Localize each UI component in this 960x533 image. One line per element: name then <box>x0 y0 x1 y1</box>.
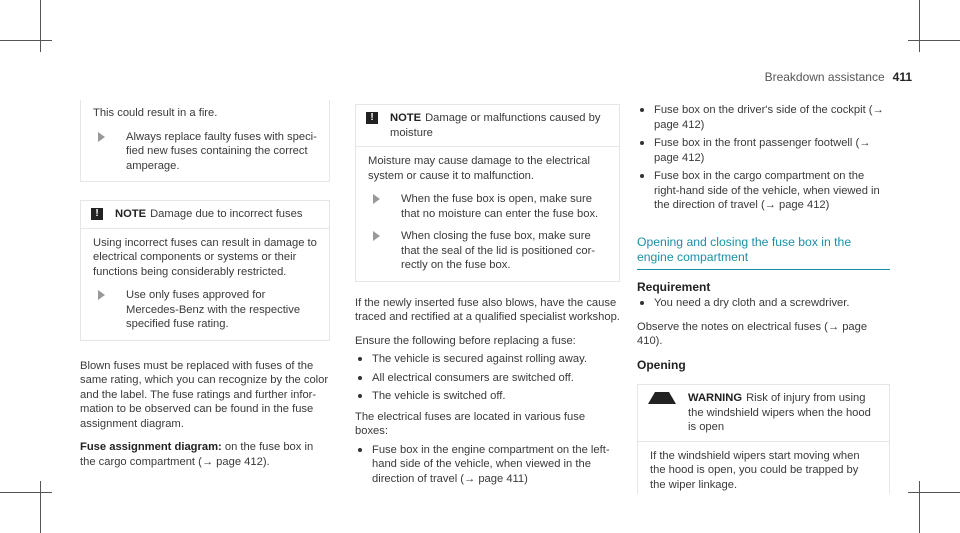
note-body: Moisture may cause damage to the electrical system or cause it to malfunction. <box>368 155 590 182</box>
instruction-step <box>368 229 607 273</box>
bullet-icon <box>358 376 362 380</box>
note-title: Damage or malfunctions caused by moisture <box>390 112 601 139</box>
step-arrow-icon <box>373 231 387 241</box>
step-arrow-icon <box>98 290 112 300</box>
page-header <box>765 70 912 84</box>
list-item-text: Fuse box on the driver's side of the cockpit (→ page 412) <box>654 104 884 131</box>
bullet-icon <box>640 108 644 112</box>
note-keyword: NOTE <box>390 112 422 124</box>
crop-mark <box>919 0 920 52</box>
warning-title: Risk of injury from using the windshield wipers when the hood is open <box>688 392 871 433</box>
requirement-heading: Requirement <box>637 279 711 294</box>
paragraph: If the newly inserted fuse also blows, have the cause traced and rectified at a qualified specialist workshop. <box>355 296 620 323</box>
crop-mark <box>919 481 920 533</box>
list-item-text: The vehicle is switched off. <box>372 390 506 402</box>
step-text: Always replace faulty fuses with speci- fied new fuses containing the correct amperage. <box>126 130 317 172</box>
note-box <box>80 200 330 341</box>
note-body: Using incorrect fuses can result in damage to electrical components or systems or their functions being considerably restricted. <box>93 236 317 278</box>
crop-mark <box>908 40 960 41</box>
bullet-icon <box>640 301 644 305</box>
crop-mark <box>40 481 41 533</box>
warning-body: If the windshield wipers start moving when the hood is open, you could be trapped by the wiper linkage. <box>650 449 860 491</box>
step-arrow-icon <box>373 194 387 204</box>
list-item <box>637 136 890 165</box>
list-item-text: The vehicle is secured against rolling away. <box>372 353 587 365</box>
section-name: Breakdown assistance <box>764 70 885 84</box>
instruction-step <box>93 288 317 332</box>
list-item <box>355 443 620 487</box>
paragraph: Ensure the following before replacing a fuse: <box>355 334 576 347</box>
bullet-icon <box>358 357 362 361</box>
warning-text: This could result in a fire. <box>93 107 218 119</box>
column-1 <box>80 100 330 478</box>
step-arrow-icon <box>98 132 112 142</box>
list-item-text: All electrical consumers are switched off. <box>372 371 574 384</box>
page-number: 411 <box>892 70 912 84</box>
bullet-icon <box>358 394 362 398</box>
column-3 <box>637 103 890 494</box>
crop-mark <box>0 492 52 493</box>
bullet-icon <box>640 174 644 178</box>
section-title: Opening and closing the fuse box in the engine compartment <box>637 235 890 270</box>
list-item <box>355 352 620 367</box>
warning-box <box>637 384 890 494</box>
diagram-label: Fuse assignment diagram: <box>80 441 222 453</box>
crop-mark <box>0 40 52 41</box>
list-item <box>355 389 620 404</box>
list-item-text: Fuse box in the front passenger footwell (→ page 412) <box>654 137 871 164</box>
warning-continuation-box <box>80 100 330 182</box>
paragraph: The electrical fuses are located in various fuse boxes: <box>355 410 586 437</box>
exclamation-icon: ! <box>91 208 103 220</box>
note-box <box>355 104 620 282</box>
bullet-icon <box>640 141 644 145</box>
diagram-text: on the fuse box in the cargo compartment (→ page 412). <box>80 441 314 468</box>
step-text: Use only fuses approved for Mercedes-Benz with the respective specified fuse rating. <box>126 289 301 330</box>
step-text: When closing the fuse box, make sure that the seal of the lid is positioned cor-rectly on the fuse box. <box>401 230 596 271</box>
list-item-text: Fuse box in the engine compartment on the left-hand side of the vehicle, when viewed in the direction of travel (→ page 411) <box>372 443 610 485</box>
crop-mark <box>908 492 960 493</box>
note-title: Damage due to incorrect fuses <box>150 208 303 220</box>
instruction-step <box>93 130 317 174</box>
paragraph <box>80 440 330 469</box>
instruction-step <box>368 192 607 221</box>
crop-mark <box>40 0 41 52</box>
paragraph: Observe the notes on electrical fuses (→ page 410). <box>637 320 868 347</box>
warning-icon <box>648 392 676 404</box>
paragraph: Blown fuses must be replaced with fuses of the same rating, which you can recognize by the color and the label. The fuse ratings and further infor-mation to be observed can be found in the fuse assignment diagram. <box>80 359 329 430</box>
list-item-text: You need a dry cloth and a screwdriver. <box>654 297 850 309</box>
exclamation-icon: ! <box>366 112 378 124</box>
list-item <box>637 103 890 132</box>
opening-heading: Opening <box>637 357 686 372</box>
step-text: When the fuse box is open, make sure that no moisture can enter the fuse box. <box>401 193 599 220</box>
warning-keyword: WARNING <box>688 392 743 404</box>
list-item <box>637 296 890 311</box>
list-item-text: Fuse box in the cargo compartment on the right-hand side of the vehicle, when viewed in the direction of travel (→ page 412) <box>654 170 880 211</box>
list-item <box>355 371 620 386</box>
list-item <box>637 169 890 213</box>
bullet-icon <box>358 448 362 452</box>
note-keyword: NOTE <box>115 208 147 220</box>
column-2 <box>355 104 620 490</box>
